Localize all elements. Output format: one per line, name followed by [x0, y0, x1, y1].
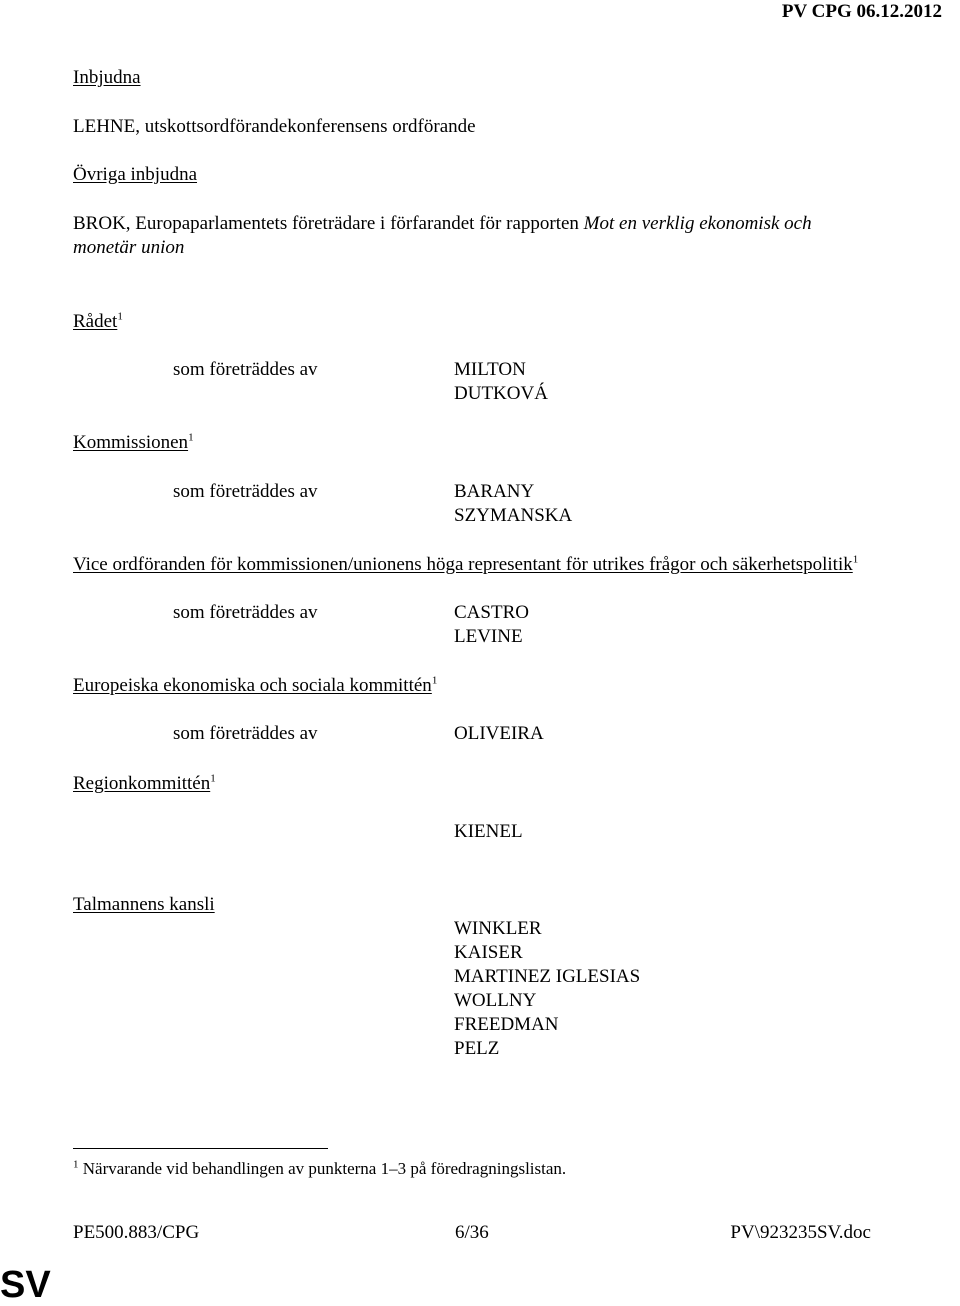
represented-label-radet: som företräddes av [173, 359, 318, 380]
footnote-text: Närvarande vid behandlingen av punkterna 1–3 på föredragningslistan. [82, 1159, 567, 1178]
name: DUTKOVÁ [454, 383, 548, 404]
represented-label-eesk: som företräddes av [173, 723, 318, 744]
name: CASTRO [454, 602, 529, 623]
radet-names [454, 358, 548, 406]
lehne-line: LEHNE, utskottsordförandekonferensens ordförande [73, 116, 476, 137]
footnote-ref: 1 [852, 553, 859, 566]
name: FREEDMAN [454, 1014, 559, 1035]
name: LEVINE [454, 626, 523, 647]
vice-names [454, 601, 529, 649]
footnote-divider [73, 1148, 328, 1149]
heading-talmannens-kansli: Talmannens kansli [73, 894, 215, 915]
heading-eesk [73, 674, 437, 698]
footnote [73, 1157, 566, 1181]
heading-regionkommitten [73, 772, 216, 796]
name: PELZ [454, 1038, 500, 1059]
name: SZYMANSKA [454, 505, 573, 526]
name: KAISER [454, 942, 523, 963]
represented-label-vice: som företräddes av [173, 602, 318, 623]
footer-reference: PE500.883/CPG [73, 1222, 200, 1243]
report-title-part-1: Mot en verklig ekonomisk och [583, 213, 812, 234]
footnote-ref: 1 [188, 431, 194, 444]
kommissionen-names [454, 480, 572, 528]
represented-label-kommissionen: som företräddes av [173, 481, 318, 502]
eesk-label: Europeiska ekonomiska och sociala kommittén [73, 675, 432, 696]
radet-label: Rådet [73, 311, 118, 332]
regionkommitten-names [454, 820, 523, 844]
footer-filename: PV\923235SV.doc [730, 1222, 871, 1243]
talmannens-names [454, 917, 640, 1061]
eesk-names [454, 722, 544, 746]
name: BARANY [454, 481, 535, 502]
name: WINKLER [454, 918, 542, 939]
name: KIENEL [454, 821, 523, 842]
heading-vice-ordforanden [73, 553, 858, 577]
kommissionen-label: Kommissionen [73, 432, 189, 453]
brok-text: BROK, Europaparlamentets företrädare i förfarandet för rapporten [73, 213, 584, 234]
report-title-part-2: monetär union [73, 237, 185, 258]
footnote-ref: 1 [210, 772, 216, 785]
brok-line-1 [73, 212, 812, 236]
footnote-ref: 1 [431, 674, 438, 687]
name: MILTON [454, 359, 526, 380]
name: WOLLNY [454, 990, 537, 1011]
document-header: PV CPG 06.12.2012 [781, 1, 942, 22]
heading-inbjudna: Inbjudna [73, 67, 141, 88]
regionkommitten-label: Regionkommittén [73, 773, 211, 794]
language-tag: SV [0, 1264, 51, 1306]
name: OLIVEIRA [454, 723, 544, 744]
vice-label: Vice ordföranden för kommissionen/unionens höga representant för utrikes frågor och säkerhetspolitik [73, 554, 853, 575]
heading-radet [73, 310, 123, 334]
heading-kommissionen [73, 431, 194, 455]
footnote-ref: 1 [117, 310, 123, 323]
footer-page-number: 6/36 [455, 1222, 489, 1243]
heading-ovriga-inbjudna: Övriga inbjudna [73, 164, 198, 185]
footnote-marker: 1 [73, 1158, 79, 1171]
name: MARTINEZ IGLESIAS [454, 966, 641, 987]
